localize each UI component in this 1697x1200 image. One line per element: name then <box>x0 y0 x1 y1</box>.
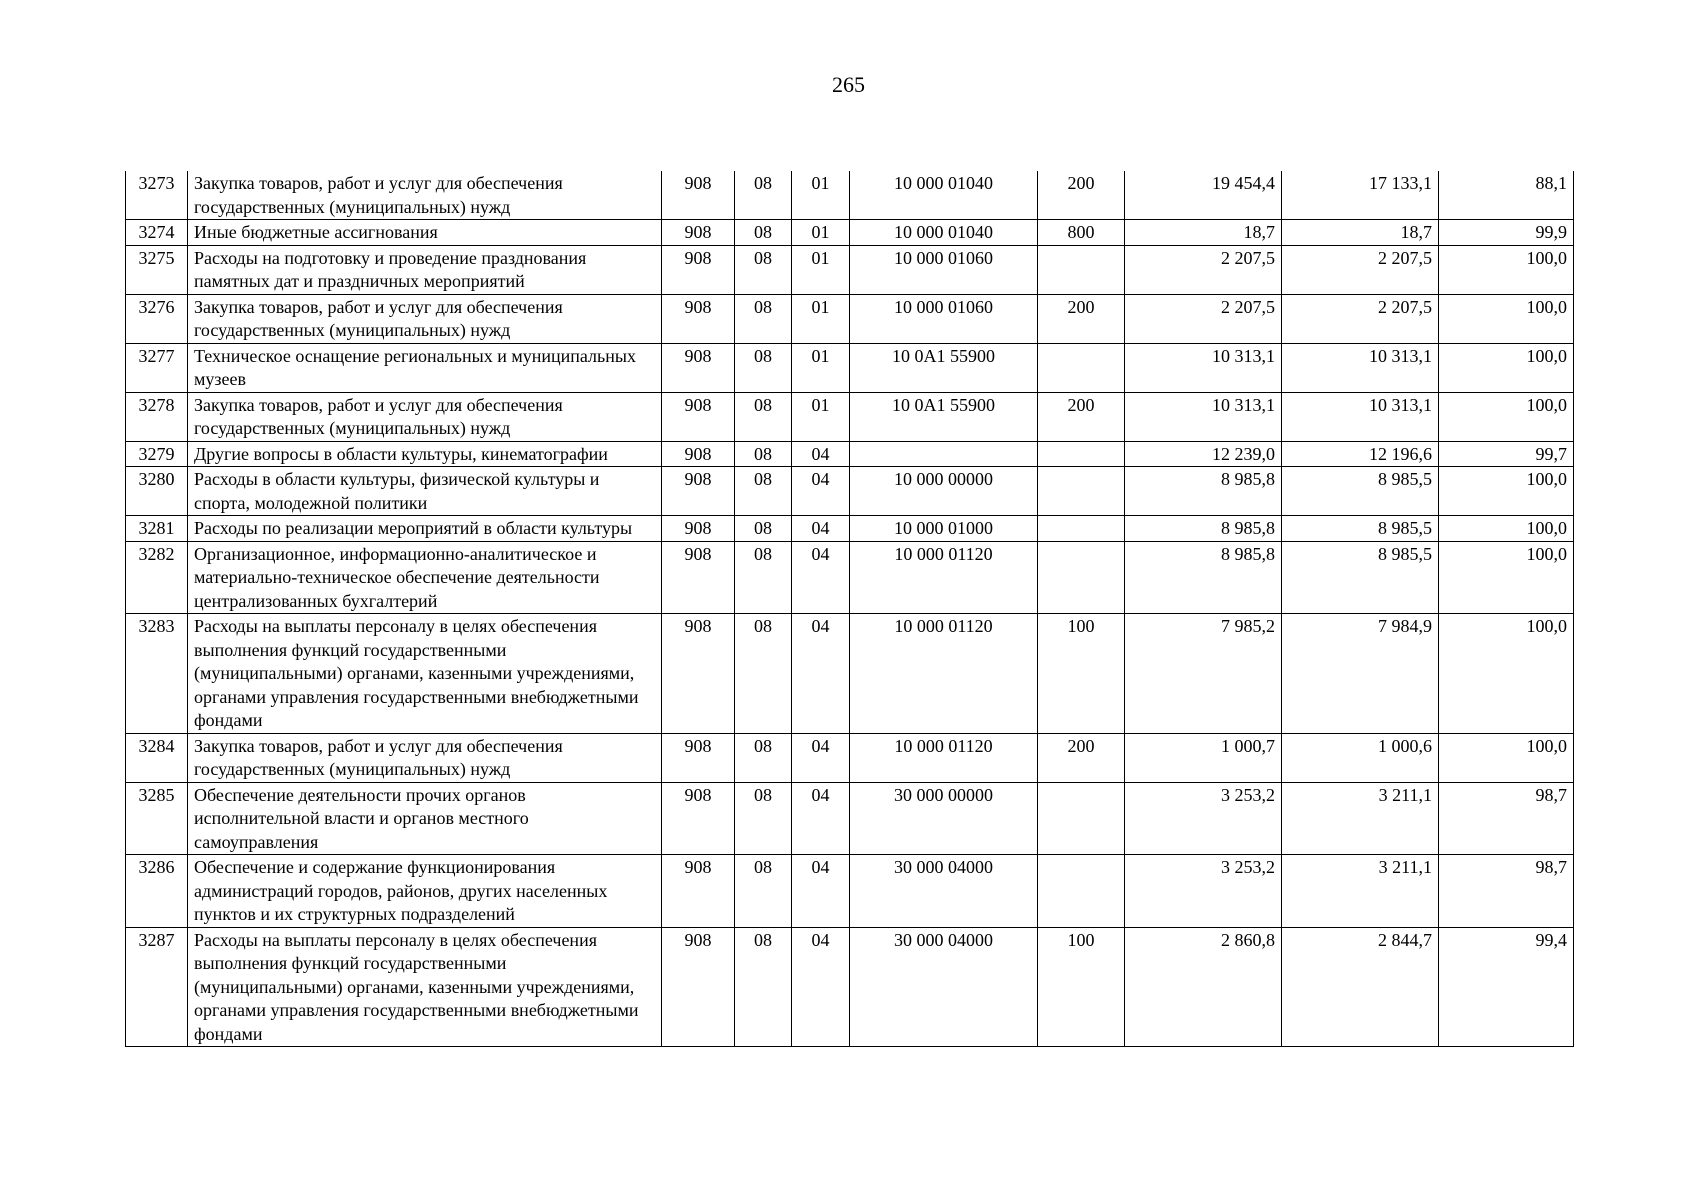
table-row <box>126 733 1574 782</box>
planned-amount-cell: 19 454,4 <box>1125 171 1282 220</box>
execution-percent-cell: 100,0 <box>1439 294 1574 343</box>
planned-amount-cell: 2 860,8 <box>1125 927 1282 1047</box>
expense-type-code-cell: 200 <box>1038 392 1125 441</box>
execution-percent-cell: 100,0 <box>1439 467 1574 516</box>
section-code-cell: 08 <box>735 220 792 246</box>
subsection-code-cell: 04 <box>792 927 850 1047</box>
expense-type-code-cell: 200 <box>1038 171 1125 220</box>
row-number-cell: 3275 <box>126 245 188 294</box>
table-row <box>126 441 1574 467</box>
subsection-code-cell: 04 <box>792 467 850 516</box>
target-article-code-cell: 10 000 01120 <box>850 541 1038 614</box>
table-row <box>126 220 1574 246</box>
planned-amount-cell: 12 239,0 <box>1125 441 1282 467</box>
execution-percent-cell: 100,0 <box>1439 733 1574 782</box>
planned-amount-cell: 1 000,7 <box>1125 733 1282 782</box>
table-row <box>126 467 1574 516</box>
row-number-cell: 3278 <box>126 392 188 441</box>
execution-percent-cell: 100,0 <box>1439 614 1574 734</box>
section-code-cell: 08 <box>735 927 792 1047</box>
row-number-cell: 3281 <box>126 516 188 542</box>
actual-amount-cell: 3 211,1 <box>1282 855 1439 928</box>
department-code-cell: 908 <box>662 855 735 928</box>
section-code-cell: 08 <box>735 614 792 734</box>
subsection-code-cell: 04 <box>792 855 850 928</box>
expense-name-cell: Другие вопросы в области культуры, кинематографии <box>188 441 662 467</box>
section-code-cell: 08 <box>735 855 792 928</box>
table-body <box>126 171 1574 1047</box>
planned-amount-cell: 2 207,5 <box>1125 245 1282 294</box>
actual-amount-cell: 18,7 <box>1282 220 1439 246</box>
target-article-code-cell: 10 0A1 55900 <box>850 343 1038 392</box>
subsection-code-cell: 04 <box>792 516 850 542</box>
expense-name-cell: Расходы на подготовку и проведение празднования памятных дат и праздничных мероприятий <box>188 245 662 294</box>
expense-type-code-cell: 200 <box>1038 733 1125 782</box>
expense-name-cell: Расходы на выплаты персоналу в целях обеспечения выполнения функций государственными (муниципальными) органами, казенными учреждениями, органами управления государственными внебюджетными фондами <box>188 927 662 1047</box>
actual-amount-cell: 7 984,9 <box>1282 614 1439 734</box>
expense-name-cell: Иные бюджетные ассигнования <box>188 220 662 246</box>
planned-amount-cell: 3 253,2 <box>1125 855 1282 928</box>
expense-type-code-cell <box>1038 855 1125 928</box>
expense-name-cell: Закупка товаров, работ и услуг для обеспечения государственных (муниципальных) нужд <box>188 171 662 220</box>
actual-amount-cell: 2 207,5 <box>1282 245 1439 294</box>
table-row <box>126 855 1574 928</box>
row-number-cell: 3277 <box>126 343 188 392</box>
department-code-cell: 908 <box>662 927 735 1047</box>
section-code-cell: 08 <box>735 467 792 516</box>
expense-name-cell: Обеспечение и содержание функционирования администраций городов, районов, других населенных пунктов и их структурных подразделений <box>188 855 662 928</box>
section-code-cell: 08 <box>735 441 792 467</box>
target-article-code-cell: 10 000 00000 <box>850 467 1038 516</box>
row-number-cell: 3274 <box>126 220 188 246</box>
execution-percent-cell: 100,0 <box>1439 516 1574 542</box>
planned-amount-cell: 3 253,2 <box>1125 782 1282 855</box>
expense-name-cell: Обеспечение деятельности прочих органов исполнительной власти и органов местного самоуправления <box>188 782 662 855</box>
expense-type-code-cell: 100 <box>1038 614 1125 734</box>
planned-amount-cell: 8 985,8 <box>1125 467 1282 516</box>
target-article-code-cell: 10 000 01000 <box>850 516 1038 542</box>
actual-amount-cell: 2 844,7 <box>1282 927 1439 1047</box>
actual-amount-cell: 2 207,5 <box>1282 294 1439 343</box>
section-code-cell: 08 <box>735 541 792 614</box>
target-article-code-cell: 10 0A1 55900 <box>850 392 1038 441</box>
subsection-code-cell: 01 <box>792 294 850 343</box>
expense-type-code-cell <box>1038 516 1125 542</box>
actual-amount-cell: 10 313,1 <box>1282 343 1439 392</box>
section-code-cell: 08 <box>735 245 792 294</box>
table-row <box>126 343 1574 392</box>
department-code-cell: 908 <box>662 392 735 441</box>
department-code-cell: 908 <box>662 245 735 294</box>
row-number-cell: 3284 <box>126 733 188 782</box>
department-code-cell: 908 <box>662 733 735 782</box>
execution-percent-cell: 100,0 <box>1439 343 1574 392</box>
target-article-code-cell: 10 000 01060 <box>850 245 1038 294</box>
department-code-cell: 908 <box>662 294 735 343</box>
department-code-cell: 908 <box>662 782 735 855</box>
page-number: 265 <box>832 72 865 97</box>
subsection-code-cell: 04 <box>792 614 850 734</box>
actual-amount-cell: 17 133,1 <box>1282 171 1439 220</box>
subsection-code-cell: 04 <box>792 733 850 782</box>
row-number-cell: 3280 <box>126 467 188 516</box>
department-code-cell: 908 <box>662 441 735 467</box>
row-number-cell: 3276 <box>126 294 188 343</box>
expense-type-code-cell <box>1038 541 1125 614</box>
expense-name-cell: Закупка товаров, работ и услуг для обеспечения государственных (муниципальных) нужд <box>188 733 662 782</box>
expense-name-cell: Техническое оснащение региональных и муниципальных музеев <box>188 343 662 392</box>
table-row <box>126 245 1574 294</box>
expense-name-cell: Расходы на выплаты персоналу в целях обеспечения выполнения функций государственными (муниципальными) органами, казенными учреждениями, органами управления государственными внебюджетными фондами <box>188 614 662 734</box>
row-number-cell: 3287 <box>126 927 188 1047</box>
target-article-code-cell: 30 000 04000 <box>850 927 1038 1047</box>
department-code-cell: 908 <box>662 220 735 246</box>
department-code-cell: 908 <box>662 343 735 392</box>
expense-type-code-cell: 200 <box>1038 294 1125 343</box>
expense-name-cell: Закупка товаров, работ и услуг для обеспечения государственных (муниципальных) нужд <box>188 392 662 441</box>
row-number-cell: 3286 <box>126 855 188 928</box>
expense-type-code-cell <box>1038 441 1125 467</box>
target-article-code-cell: 10 000 01120 <box>850 733 1038 782</box>
planned-amount-cell: 2 207,5 <box>1125 294 1282 343</box>
row-number-cell: 3279 <box>126 441 188 467</box>
section-code-cell: 08 <box>735 343 792 392</box>
target-article-code-cell <box>850 441 1038 467</box>
department-code-cell: 908 <box>662 171 735 220</box>
target-article-code-cell: 30 000 04000 <box>850 855 1038 928</box>
row-number-cell: 3273 <box>126 171 188 220</box>
subsection-code-cell: 04 <box>792 782 850 855</box>
expense-type-code-cell: 100 <box>1038 927 1125 1047</box>
target-article-code-cell: 10 000 01040 <box>850 220 1038 246</box>
actual-amount-cell: 12 196,6 <box>1282 441 1439 467</box>
table-row <box>126 294 1574 343</box>
planned-amount-cell: 10 313,1 <box>1125 392 1282 441</box>
execution-percent-cell: 100,0 <box>1439 245 1574 294</box>
actual-amount-cell: 8 985,5 <box>1282 541 1439 614</box>
expense-type-code-cell <box>1038 782 1125 855</box>
table-row <box>126 782 1574 855</box>
expense-name-cell: Закупка товаров, работ и услуг для обеспечения государственных (муниципальных) нужд <box>188 294 662 343</box>
section-code-cell: 08 <box>735 294 792 343</box>
planned-amount-cell: 8 985,8 <box>1125 541 1282 614</box>
actual-amount-cell: 3 211,1 <box>1282 782 1439 855</box>
department-code-cell: 908 <box>662 541 735 614</box>
subsection-code-cell: 01 <box>792 171 850 220</box>
execution-percent-cell: 100,0 <box>1439 392 1574 441</box>
target-article-code-cell: 10 000 01060 <box>850 294 1038 343</box>
department-code-cell: 908 <box>662 516 735 542</box>
section-code-cell: 08 <box>735 516 792 542</box>
planned-amount-cell: 7 985,2 <box>1125 614 1282 734</box>
execution-percent-cell: 99,4 <box>1439 927 1574 1047</box>
subsection-code-cell: 04 <box>792 541 850 614</box>
section-code-cell: 08 <box>735 392 792 441</box>
execution-percent-cell: 88,1 <box>1439 171 1574 220</box>
actual-amount-cell: 8 985,5 <box>1282 516 1439 542</box>
actual-amount-cell: 8 985,5 <box>1282 467 1439 516</box>
table-row <box>126 516 1574 542</box>
planned-amount-cell: 10 313,1 <box>1125 343 1282 392</box>
expense-type-code-cell: 800 <box>1038 220 1125 246</box>
expense-name-cell: Расходы в области культуры, физической культуры и спорта, молодежной политики <box>188 467 662 516</box>
section-code-cell: 08 <box>735 171 792 220</box>
row-number-cell: 3282 <box>126 541 188 614</box>
subsection-code-cell: 01 <box>792 392 850 441</box>
expense-type-code-cell <box>1038 467 1125 516</box>
execution-percent-cell: 99,9 <box>1439 220 1574 246</box>
row-number-cell: 3285 <box>126 782 188 855</box>
actual-amount-cell: 1 000,6 <box>1282 733 1439 782</box>
row-number-cell: 3283 <box>126 614 188 734</box>
execution-percent-cell: 98,7 <box>1439 782 1574 855</box>
subsection-code-cell: 01 <box>792 343 850 392</box>
expense-type-code-cell <box>1038 245 1125 294</box>
table-row <box>126 614 1574 734</box>
execution-percent-cell: 100,0 <box>1439 541 1574 614</box>
department-code-cell: 908 <box>662 614 735 734</box>
section-code-cell: 08 <box>735 733 792 782</box>
subsection-code-cell: 01 <box>792 220 850 246</box>
execution-percent-cell: 99,7 <box>1439 441 1574 467</box>
actual-amount-cell: 10 313,1 <box>1282 392 1439 441</box>
subsection-code-cell: 04 <box>792 441 850 467</box>
table-row <box>126 927 1574 1047</box>
expense-type-code-cell <box>1038 343 1125 392</box>
department-code-cell: 908 <box>662 467 735 516</box>
expense-name-cell: Расходы по реализации мероприятий в области культуры <box>188 516 662 542</box>
execution-percent-cell: 98,7 <box>1439 855 1574 928</box>
target-article-code-cell: 30 000 00000 <box>850 782 1038 855</box>
section-code-cell: 08 <box>735 782 792 855</box>
planned-amount-cell: 18,7 <box>1125 220 1282 246</box>
subsection-code-cell: 01 <box>792 245 850 294</box>
table-row <box>126 171 1574 220</box>
target-article-code-cell: 10 000 01120 <box>850 614 1038 734</box>
expense-name-cell: Организационное, информационно-аналитическое и материально-техническое обеспечение деятельности централизованных бухгалтерий <box>188 541 662 614</box>
table-row <box>126 392 1574 441</box>
target-article-code-cell: 10 000 01040 <box>850 171 1038 220</box>
table-row <box>126 541 1574 614</box>
budget-table <box>125 171 1574 1047</box>
planned-amount-cell: 8 985,8 <box>1125 516 1282 542</box>
